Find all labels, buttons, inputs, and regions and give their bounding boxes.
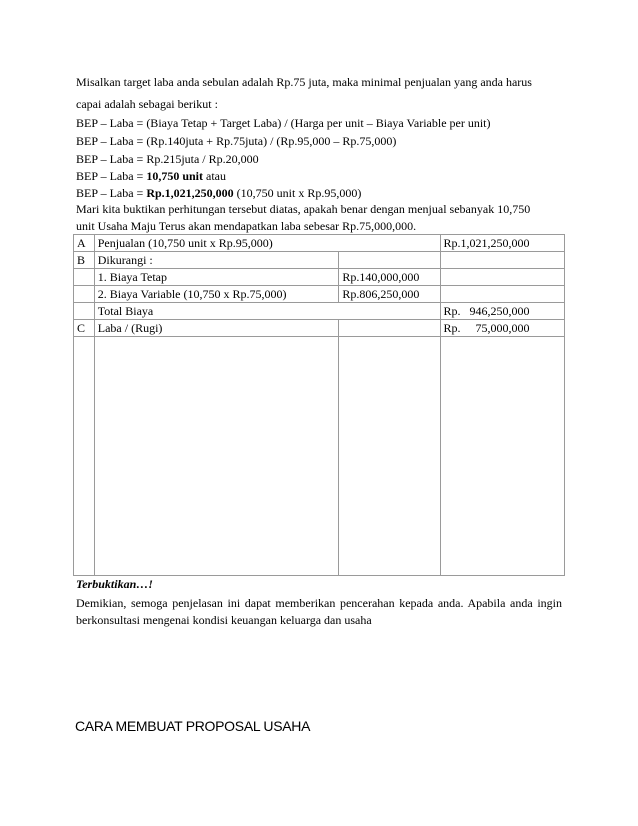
formula-line-2: BEP – Laba = (Rp.140juta + Rp.75juta) / (Rp.95,000 – Rp.75,000): [76, 134, 397, 148]
blank-cell: [339, 337, 440, 576]
row-total: [440, 286, 564, 303]
row-subtotal: [339, 320, 440, 337]
row-total: Rp. 75,000,000: [440, 320, 564, 337]
formula-line-5: [76, 185, 361, 201]
row-code: [74, 303, 95, 320]
profit-proof-table: [73, 234, 565, 576]
row-code: C: [74, 320, 95, 337]
formula-line-1: BEP – Laba = (Biaya Tetap + Target Laba) / (Harga per unit – Biaya Variable per unit): [76, 116, 491, 130]
table-row: [74, 303, 565, 320]
intro-line-2: capai adalah sebagai berikut :: [76, 97, 218, 111]
row-total: Rp.1,021,250,000: [440, 235, 564, 252]
formula-line-5-suffix: (10,750 unit x Rp.95,000): [233, 186, 362, 200]
formula-line-4-result: 10,750 unit: [146, 169, 203, 183]
intro-line-1: Misalkan target laba anda sebulan adalah Rp.75 juta, maka minimal penjualan yang anda harus: [76, 75, 532, 89]
table-row: [74, 252, 565, 269]
section-heading: CARA MEMBUAT PROPOSAL USAHA: [75, 718, 311, 734]
row-code: A: [74, 235, 95, 252]
formula-line-4: [76, 168, 226, 184]
table-row: [74, 286, 565, 303]
row-total: [440, 252, 564, 269]
row-description: Laba / (Rugi): [94, 320, 339, 337]
row-code: [74, 286, 95, 303]
table-blank-row: [74, 337, 565, 576]
table-row: [74, 320, 565, 337]
proof-line-2: unit Usaha Maju Terus akan mendapatkan laba sebesar Rp.75,000,000.: [76, 219, 417, 233]
row-total: [440, 269, 564, 286]
closing-paragraph: Demikian, semoga penjelasan ini dapat memberikan pencerahan kepada anda. Apabila anda ingin berkonsultasi mengenai kondisi keuangan keluarga dan usaha: [76, 596, 562, 627]
conclusion-text: Terbuktikan…!: [76, 577, 153, 591]
proof-line-1: Mari kita buktikan perhitungan tersebut diatas, apakah benar dengan menjual sebanyak 10,750: [76, 202, 531, 216]
formula-line-4-prefix: BEP – Laba =: [76, 169, 147, 183]
table-row: [74, 269, 565, 286]
row-total: Rp. 946,250,000: [440, 303, 564, 320]
formula-line-4-suffix: atau: [203, 169, 226, 183]
formula-line-5-prefix: BEP – Laba =: [76, 186, 147, 200]
blank-cell: [440, 337, 564, 576]
row-description: Dikurangi :: [94, 252, 339, 269]
row-subtotal: Rp.140,000,000: [339, 269, 440, 286]
table-row: [74, 235, 565, 252]
row-description: 1. Biaya Tetap: [94, 269, 339, 286]
blank-cell: [74, 337, 95, 576]
blank-cell: [94, 337, 339, 576]
row-code: [74, 269, 95, 286]
row-code: B: [74, 252, 95, 269]
row-description: Penjualan (10,750 unit x Rp.95,000): [94, 235, 440, 252]
row-subtotal: Rp.806,250,000: [339, 286, 440, 303]
row-description: 2. Biaya Variable (10,750 x Rp.75,000): [94, 286, 339, 303]
formula-line-5-result: Rp.1,021,250,000: [146, 186, 234, 200]
row-subtotal: [339, 252, 440, 269]
row-description: Total Biaya: [94, 303, 440, 320]
formula-line-3: BEP – Laba = Rp.215juta / Rp.20,000: [76, 152, 259, 166]
